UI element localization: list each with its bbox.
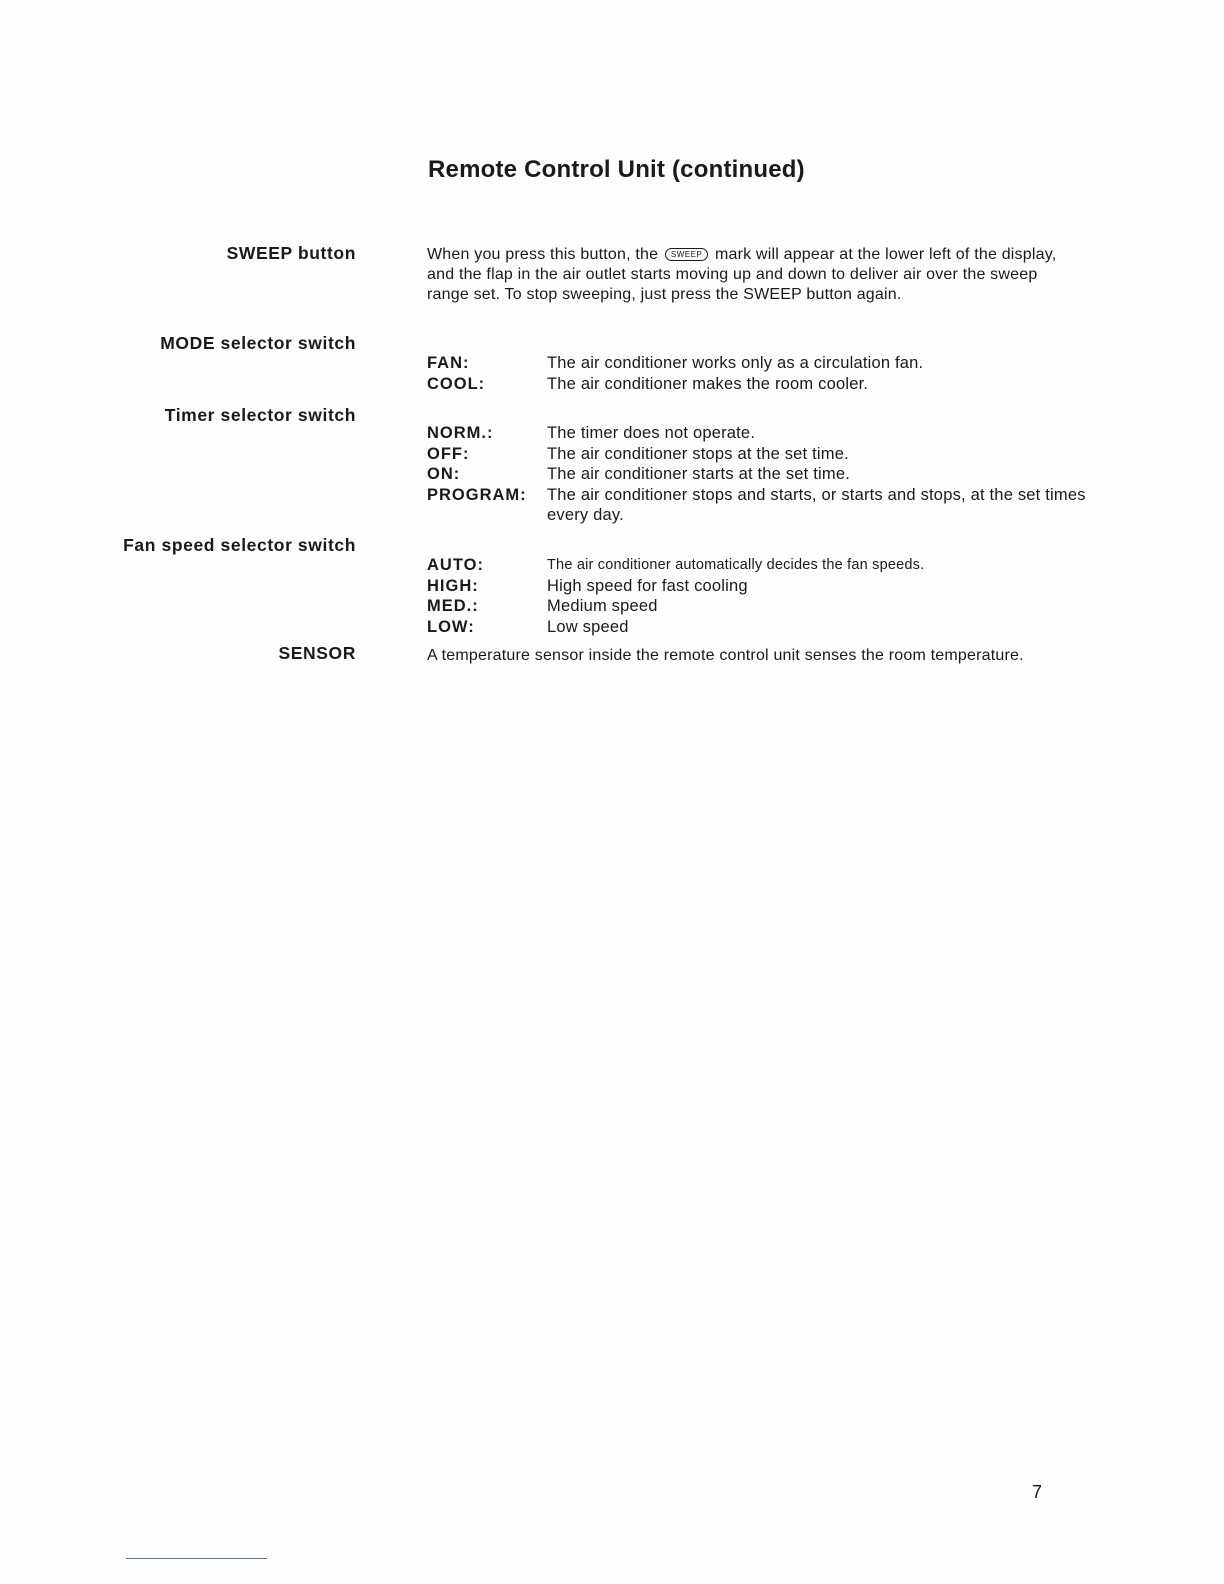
description: The timer does not operate. [547,424,756,442]
section-label-fan-speed: Fan speed selector switch [123,535,356,555]
term: PROGRAM: [427,485,527,504]
list-item [427,374,1087,395]
term: ON: [427,465,461,483]
sweep-text-after: mark will appear at the lower left of the display, and the flap in the air outlet starts moving up and down to deliver air over the sweep range set. To stop sweeping, just press the SWEEP button again. [427,246,1057,303]
section-label-timer: Timer selector switch [164,405,356,425]
term: FAN: [427,354,470,372]
description: The air conditioner stops at the set time. [547,444,849,463]
sweep-description [427,245,1077,305]
sensor-description: A temperature sensor inside the remote control unit senses the room temperature. [427,647,1024,664]
fan-speed-definitions [427,555,1087,637]
mode-definitions [427,353,1087,394]
list-item [427,464,1087,485]
section-label-sensor: SENSOR [278,643,356,663]
term: OFF: [427,444,470,463]
term: AUTO: [427,556,484,574]
description: High speed for fast cooling [547,576,748,595]
description: Medium speed [547,597,658,615]
description: The air conditioner automatically decides the fan speeds. [547,557,925,573]
section-label-mode: MODE selector switch [160,333,356,353]
footer-rule [126,1558,267,1559]
list-item [427,596,1087,617]
description: The air conditioner makes the room cooler. [547,374,869,393]
list-item [427,353,1087,374]
list-item [427,617,1087,638]
section-label-sweep: SWEEP button [226,243,356,263]
list-item [427,555,1087,576]
list-item [427,444,1087,465]
description: Low speed [547,617,629,636]
term: COOL: [427,374,486,393]
list-item [427,485,1087,526]
description: The air conditioner stops and starts, or starts and stops, at the set times every day. [547,485,1086,524]
term: NORM.: [427,424,494,442]
description: The air conditioner starts at the set time. [547,465,850,483]
term: LOW: [427,617,475,636]
sweep-text-before: When you press this button, the [427,246,659,263]
list-item [427,423,1087,444]
sweep-mark-icon: SWEEP [665,248,708,261]
page-title: Remote Control Unit (continued) [428,156,805,183]
list-item [427,576,1087,597]
term: HIGH: [427,576,479,595]
page-number: 7 [1032,1482,1043,1502]
description: The air conditioner works only as a circulation fan. [547,354,924,372]
timer-definitions [427,423,1087,526]
term: MED.: [427,597,479,615]
